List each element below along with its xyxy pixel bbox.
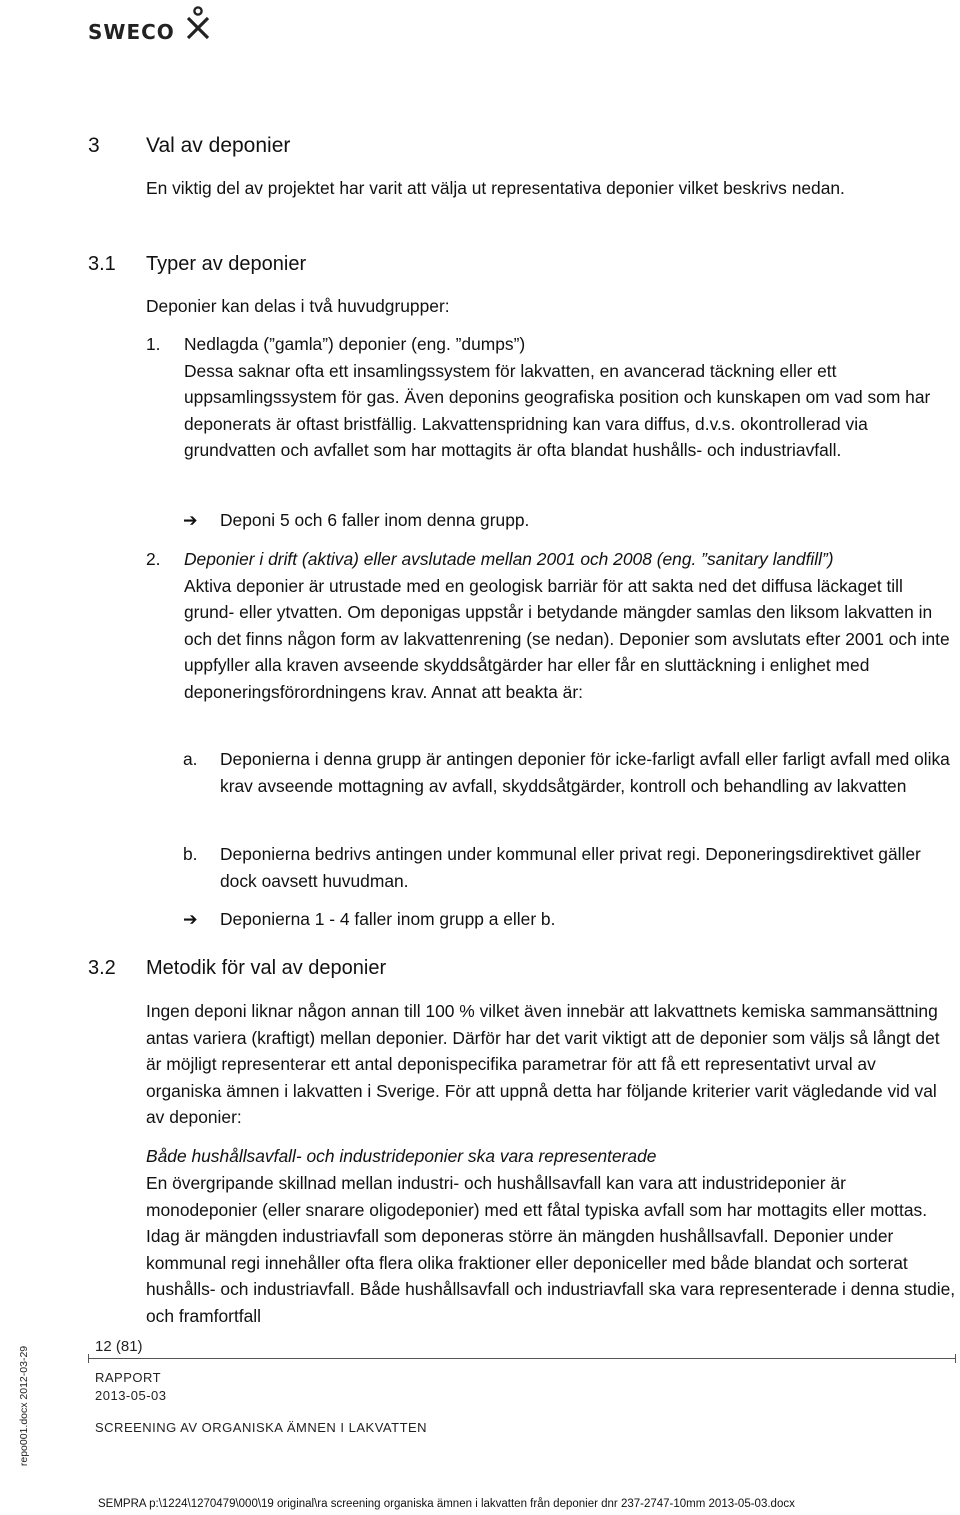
section-title: Val av deponier bbox=[146, 134, 291, 157]
footer-divider bbox=[88, 1358, 956, 1359]
section-3-heading bbox=[88, 134, 290, 158]
arrow-note-1 bbox=[183, 507, 529, 535]
list-number: 2. bbox=[146, 549, 161, 569]
section-3-2-heading bbox=[88, 957, 386, 980]
list-item-body: Dessa saknar ofta ett insamlingssystem för lakvatten, en avancerad täckning eller ett uppsamlingssystem för gas. Även deponins geografiska position och kunskapen om vad som har deponerats är oftast bristfällig. Lakvattenspridning kan vara diffus, d.v.s. okontrollerad via grundvatten och avfallet som har mottagits är ofta blandat hushålls- och industriavfall. bbox=[184, 360, 931, 460]
arrow-note-2 bbox=[183, 906, 555, 934]
arrow-icon: ➔ bbox=[183, 910, 198, 930]
doc-date: 2013-05-03 bbox=[95, 1388, 167, 1403]
section-3-intro: En viktig del av projektet har varit att välja ut representativa deponier vilket beskrivs nedan. bbox=[146, 178, 845, 198]
list-item-heading: Deponier i drift (aktiva) eller avslutade mellan 2001 och 2008 (eng. ”sanitary landfill”) bbox=[184, 549, 834, 569]
arrow-note-text: Deponierna 1 - 4 faller inom grupp a eller b. bbox=[220, 909, 556, 929]
sub-label: b. bbox=[183, 844, 198, 864]
list-item-2 bbox=[146, 546, 956, 705]
arrow-note-text: Deponi 5 och 6 faller inom denna grupp. bbox=[220, 510, 530, 530]
sub-text: Deponierna i denna grupp är antingen deponier för icke-farligt avfall eller farligt avfall med olika krav avseende mottagning av avfall, skyddsåtgärder, kontroll och behandling av lakvatten bbox=[220, 749, 950, 796]
sub-label: a. bbox=[183, 749, 198, 769]
page-number: 12 (81) bbox=[95, 1338, 143, 1355]
sub-item-b bbox=[183, 841, 958, 894]
footer-divider-tick-right bbox=[955, 1354, 956, 1363]
section-3-1-intro: Deponier kan delas i två huvudgrupper: bbox=[146, 296, 450, 316]
sweco-logo bbox=[88, 6, 218, 46]
arrow-icon: ➔ bbox=[183, 511, 198, 531]
list-item-heading: Nedlagda (”gamla”) deponier (eng. ”dumps”) bbox=[184, 334, 526, 354]
doc-type: RAPPORT bbox=[95, 1370, 162, 1385]
sub-text: Deponierna bedrivs antingen under kommunal eller privat regi. Deponeringsdirektivet gäller dock oavsett huvudman. bbox=[220, 844, 921, 891]
footer-divider-tick-left bbox=[88, 1354, 89, 1363]
sub-item-a bbox=[183, 746, 958, 799]
report-title: SCREENING AV ORGANISKA ÄMNEN I LAKVATTEN bbox=[95, 1420, 428, 1435]
logo-wordmark: SWECO bbox=[88, 20, 175, 44]
list-item-body: Aktiva deponier är utrustade med en geologisk barriär för att sakta ned det diffusa läckaget till grund- eller ytvatten. Om deponigas uppstår i betydande mängder samlas den liksom lakvatten in och det finns någon form av lakvattenrening (se nedan). Deponier som avslutats efter 2001 och inte uppfyller alla kraven avseende skyddsåtgärder har eller får en sluttäckning i enlighet med deponeringsförordningens krav. Annat att beakta är: bbox=[184, 575, 950, 702]
section-number: 3.1 bbox=[88, 253, 116, 275]
section-title: Metodik för val av deponier bbox=[146, 957, 387, 979]
section-number: 3.2 bbox=[88, 957, 116, 979]
list-item-1 bbox=[146, 331, 956, 464]
file-path: SEMPRA p:\1224\1270479\000\19 original\ra screening organiska ämnen i lakvatten från deponier dnr 237-2747-10mm 2013-05-03.docx bbox=[98, 1498, 795, 1510]
section-3-1-heading bbox=[88, 253, 306, 276]
section-3-2-paragraph-1: Ingen deponi liknar någon annan till 100 % vilket även innebär att lakvattnets kemiska sammansättning antas variera (kraftigt) mellan deponier. Därför har det varit viktigt att de deponier som väljs så långt det är möjligt representerar ett antal deponispecifika parametrar för att få ett representativt urval av organiska ämnen i lakvatten i Sverige. För att uppnå detta har följande kriterier varit vägledande vid val av deponier: bbox=[146, 1001, 940, 1127]
list-number: 1. bbox=[146, 334, 161, 354]
logo-figure-icon bbox=[180, 6, 216, 42]
section-title: Typer av deponier bbox=[146, 253, 307, 275]
template-side-text: repo001.docx 2012-03-29 bbox=[18, 1345, 31, 1467]
section-3-2-paragraph-2: En övergripande skillnad mellan industri- och hushållsavfall kan vara att industrideponier är monodeponier (eller snarare oligodeponier) med ett fåtal typiska avfall som har mottagits eller mottas. Idag är mängden industriavfall som deponeras större än mängden hushållsavfall. Deponier under kommunal regi innehåller ofta flera olika fraktioner eller deponiceller med både blandat och sorterat hushålls- och industriavfall. Både hushållsavfall och industriavfall ska vara representerade i denna studie, och framfortfall bbox=[146, 1173, 956, 1326]
criterion-heading: Både hushållsavfall- och industrideponier ska vara representerade bbox=[146, 1146, 657, 1166]
section-number: 3 bbox=[88, 134, 100, 157]
